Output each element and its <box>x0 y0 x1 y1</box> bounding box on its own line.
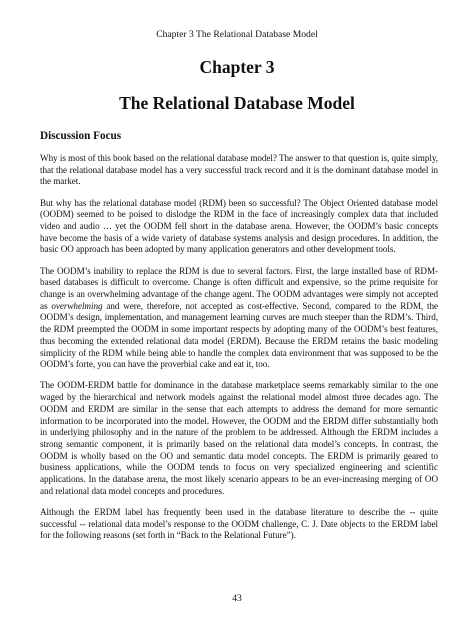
paragraph-3 <box>40 266 438 371</box>
paragraph-text: Although the ERDM label has frequently been used in the database literature to describe the -- quite successful -- relational data model’s response to the OODM challenge, C. J. Date objects to the ERDM label for the following reasons (set forth in “Back to the Relational Future”). <box>40 506 438 541</box>
page-number: 43 <box>232 593 242 604</box>
chapter-title: The Relational Database Model <box>119 93 355 113</box>
paragraph-text: Why is most of this book based on the relational database model? The answer to that question is, quite simply, that the relational database model has a very successful track record and it is the dominant database model in the market. <box>40 153 438 187</box>
paragraph-5 <box>40 507 438 542</box>
emphasized-word: overwhelming <box>51 300 103 311</box>
body-text <box>40 153 438 552</box>
paragraph-text: The OODM’s inability to replace the RDM is due to several factors. First, the large installed base of RDM-based databases is difficult to overcome. Change is often difficult and expensive, so the prime requisite for change is an overwhelming advantage of the change agent. The OODM advantages were simply not accepted as <box>40 265 438 311</box>
paragraph-text: The OODM-ERDM battle for dominance in the database marketplace seems remarkably similar to the one waged by the hierarchical and network models against the relational model almost three decades ago. The OODM and ERDM are similar in the sense that each attempts to address the demand for more semantic information to be incorporated into the model. However, the OODM and the ERDM differ substantially both in underlying philosophy and in the nature of the problem to be addressed. Although the ERDM includes a strong semantic component, it is primarily based on the relational data model’s concepts. In contrast, the OODM is wholly based on the OO and semantic data model concepts. The ERDM is primarily geared to business applications, while the OODM tends to focus on very specialized engineering and scientific applications. In the database arena, the most likely scenario appears to be an ever-increasing merging of OO and relational data model concepts and procedures. <box>40 380 438 496</box>
paragraph-2 <box>40 198 438 257</box>
paragraph-text: and were, therefore, not accepted as cost-effective. Second, compared to the RDM, the OODM’s design, implementation, and management learning curves are much steeper than the RDM’s. Third, the RDM preempted the OODM in some important respects by adopting many of the OODM’s best features, thus becoming the extended relational data model (ERDM). Because the ERDM retains the basic modeling simplicity of the RDM while being able to handle the complex data environment that was supposed to be the OODM’s forte, you can have the proverbial cake and eat it, too. <box>40 300 438 370</box>
chapter-number: Chapter 3 <box>199 57 275 77</box>
paragraph-text: But why has the relational database model (RDM) been so successful? The Object Oriented database model (OODM) seemed to be poised to dislodge the RDM in the face of increasingly complex data that included video and audio … yet the OODM fell short in the database arena. However, the OODM’s basic concepts have become the basis of a wide variety of database systems analysis and design procedures. In addition, the basic OO approach has been adopted by many application generators and other development tools. <box>40 197 438 255</box>
running-header: Chapter 3 The Relational Database Model <box>156 29 318 40</box>
paragraph-4 <box>40 380 438 497</box>
section-heading: Discussion Focus <box>40 130 122 142</box>
paragraph-1 <box>40 153 438 188</box>
